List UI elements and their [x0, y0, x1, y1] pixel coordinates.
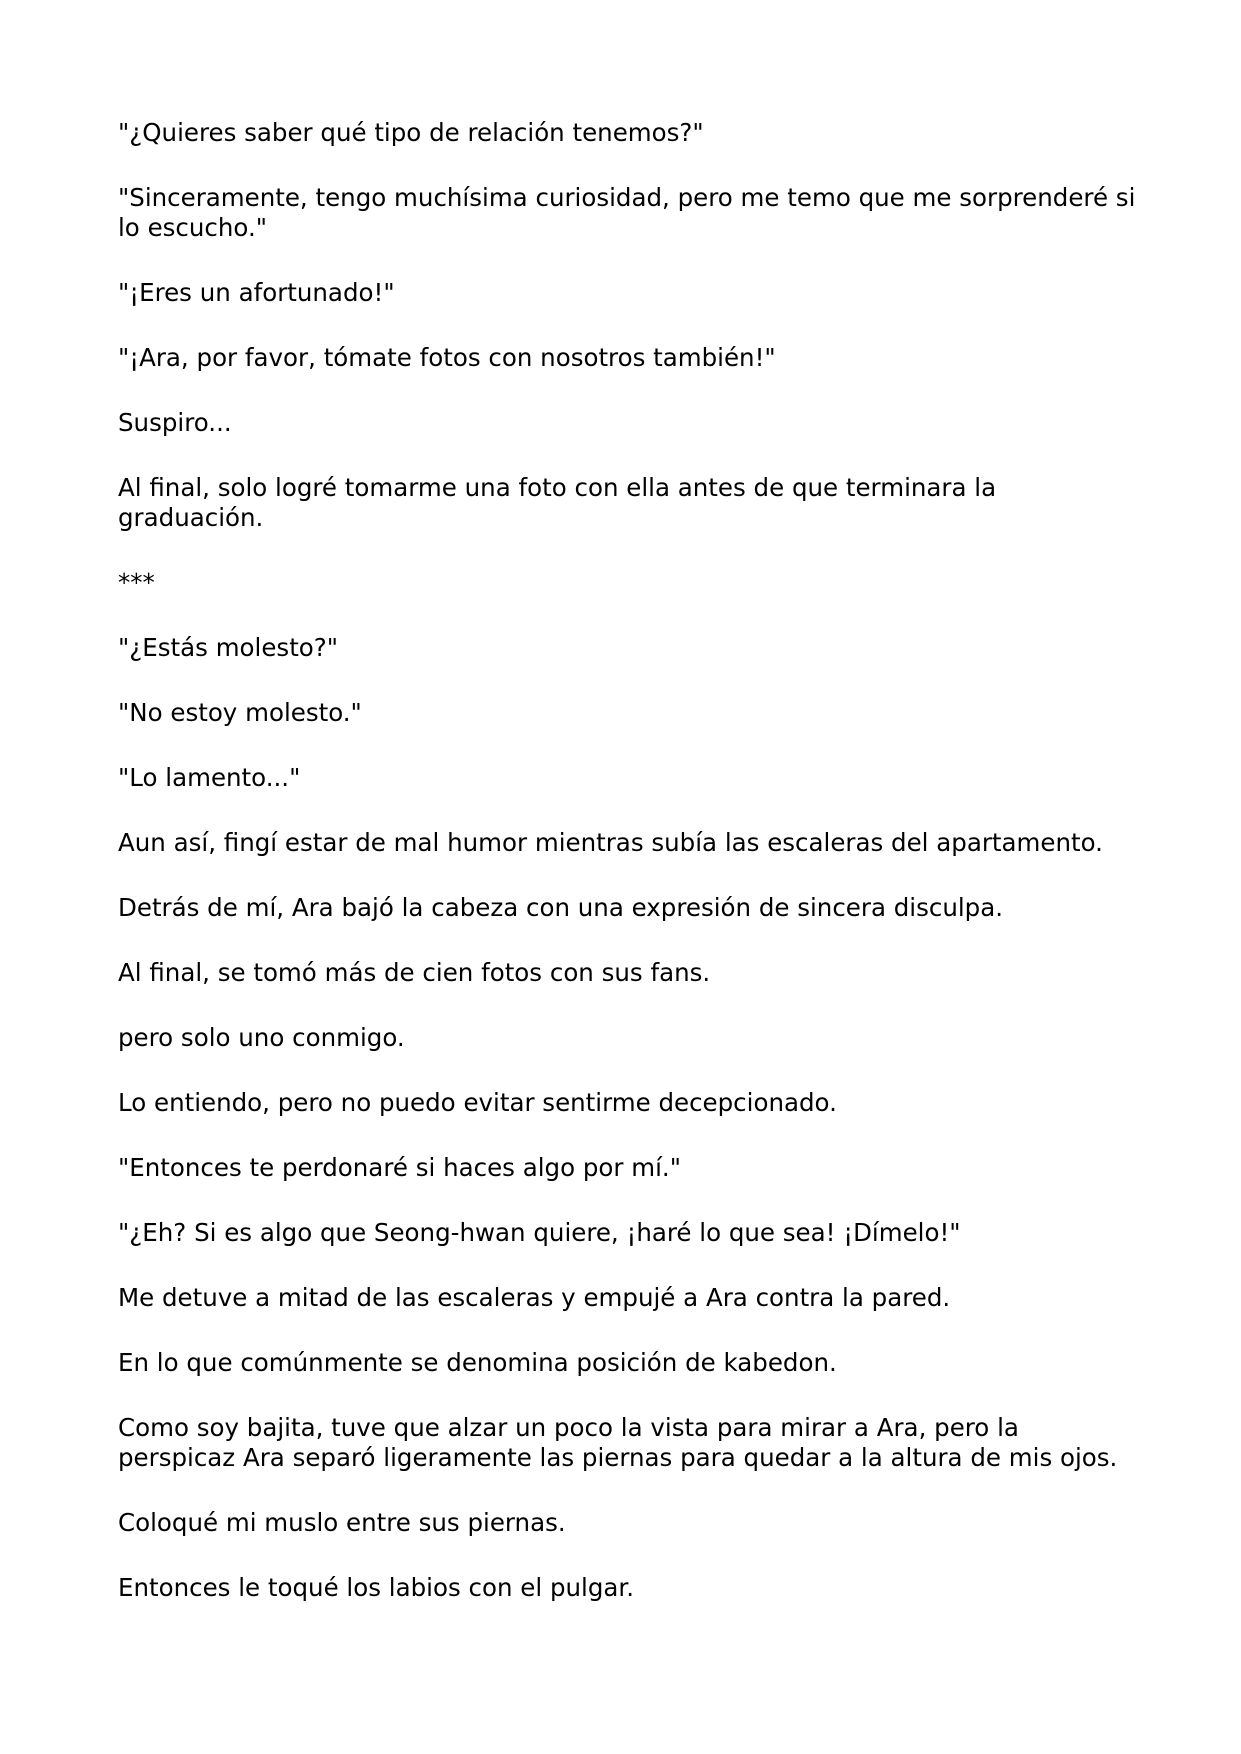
paragraph: Suspiro...	[118, 408, 232, 437]
paragraph: "¡Eres un afortunado!"	[118, 278, 395, 307]
paragraph: Lo entiendo, pero no puedo evitar sentirme decepcionado.	[118, 1088, 837, 1117]
paragraph: "¿Quieres saber qué tipo de relación tenemos?"	[118, 118, 704, 147]
paragraph: Aun así, fingí estar de mal humor mientras subía las escaleras del apartamento.	[118, 828, 1103, 857]
paragraph: "Sinceramente, tengo muchísima curiosidad, pero me temo que me sorprenderé si lo escucho."	[118, 183, 1136, 242]
paragraph: Al final, solo logré tomarme una foto con ella antes de que terminara la graduación.	[118, 473, 997, 532]
paragraph: En lo que comúnmente se denomina posición de kabedon.	[118, 1348, 837, 1377]
paragraph: Como soy bajita, tuve que alzar un poco la vista para mirar a Ara, pero la perspicaz Ara separó ligeramente las piernas para quedar a la altura de mis ojos.	[118, 1413, 1118, 1472]
scene-break: ***	[118, 568, 155, 597]
paragraph: "¿Eh? Si es algo que Seong-hwan quiere, ¡haré lo que sea! ¡Dímelo!"	[118, 1218, 961, 1247]
paragraph: "No estoy molesto."	[118, 698, 362, 727]
paragraph: Detrás de mí, Ara bajó la cabeza con una expresión de sincera disculpa.	[118, 893, 1004, 922]
body-text	[118, 118, 1138, 1638]
paragraph: "Lo lamento..."	[118, 763, 301, 792]
paragraph: "Entonces te perdonaré si haces algo por mí."	[118, 1153, 681, 1182]
paragraph: "¡Ara, por favor, tómate fotos con nosotros también!"	[118, 343, 776, 372]
paragraph: Al final, se tomó más de cien fotos con sus fans.	[118, 958, 711, 987]
paragraph: "¿Estás molesto?"	[118, 633, 339, 662]
paragraph: pero solo uno conmigo.	[118, 1023, 405, 1052]
paragraph: Me detuve a mitad de las escaleras y empujé a Ara contra la pared.	[118, 1283, 951, 1312]
paragraph: Entonces le toqué los labios con el pulgar.	[118, 1573, 635, 1602]
paragraph: Coloqué mi muslo entre sus piernas.	[118, 1508, 566, 1537]
